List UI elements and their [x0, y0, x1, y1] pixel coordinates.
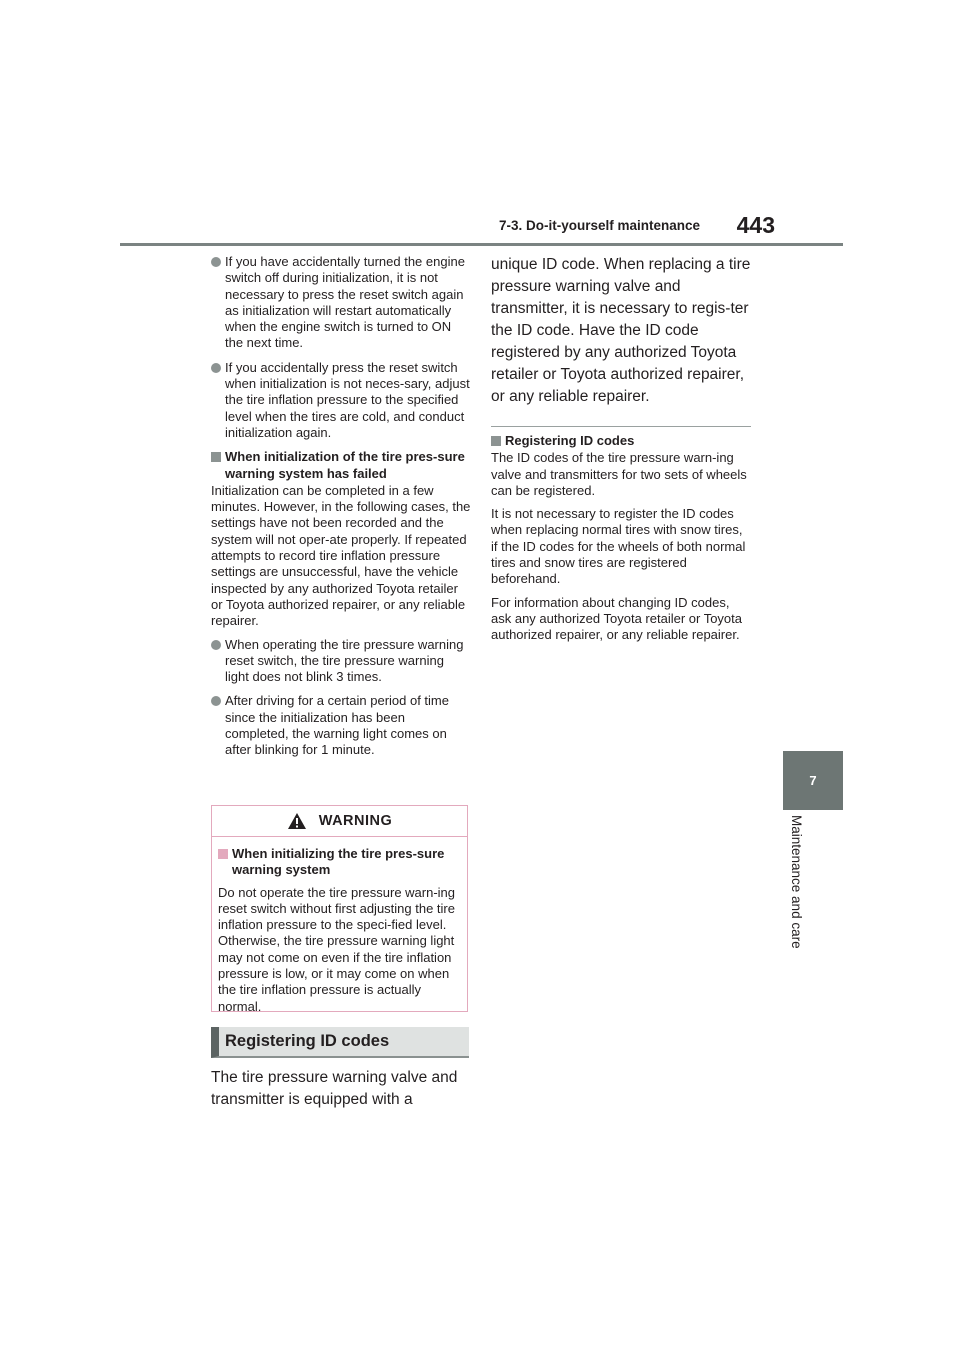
body-paragraph: For information about changing ID codes, ask any authorized Toyota retailer or Toyota authorized repairer, or any reliable repairer.: [491, 594, 742, 643]
square-marker-icon: [491, 436, 501, 446]
running-header-section: 7-3. Do-it-yourself maintenance: [498, 218, 700, 233]
subheading-text: Registering ID codes: [505, 433, 635, 448]
warning-header: [212, 806, 467, 837]
square-marker-icon: [218, 849, 228, 859]
warning-box: [211, 805, 468, 1012]
warning-title: WARNING: [318, 812, 393, 829]
subheading-text: When initialization of the tire pres-sure warning system has failed: [225, 449, 465, 481]
header-rule: [120, 243, 843, 246]
bullet-text: If you have accidentally turned the engine switch off during initialization, it is not necessary to press the reset switch again as initialization will restart automatically when the engine switch is turned to ON the next time.: [225, 254, 465, 351]
square-marker-icon: [211, 452, 221, 462]
section-intro-left: The tire pressure warning valve and transmitter is equipped with a: [211, 1069, 458, 1108]
section-title: Registering ID codes: [211, 1027, 469, 1058]
list-item: [211, 637, 471, 686]
left-column: [211, 254, 471, 767]
warning-triangle-icon: [287, 812, 307, 830]
chapter-tab[interactable]: [783, 751, 843, 810]
warning-body: [212, 837, 467, 1015]
page-number: 443: [736, 212, 775, 238]
list-item: [211, 360, 471, 441]
bullet-icon: [211, 363, 221, 373]
subheading: [491, 433, 751, 449]
chapter-number: 7: [809, 773, 817, 788]
warning-subheading: [218, 846, 461, 879]
list-item: [211, 254, 471, 352]
body-paragraph: It is not necessary to register the ID codes when replacing normal tires with snow tires, if the ID codes for the wheels of both normal tires and snow tires are registered beforehand.: [491, 506, 746, 587]
right-column: [491, 254, 751, 651]
body-paragraph: Initialization can be completed in a few minutes. However, in the following cases, the settings have not been recorded and the system will not oper-ate properly. If repeated attempts to record tire inflation pressure settings are unsuccessful, have the vehicle inspected by any authorized Toyota retailer or Toyota authorized repairer, or any reliable repairer.: [211, 482, 471, 629]
bullet-icon: [211, 257, 221, 267]
chapter-label: Maintenance and care: [789, 815, 804, 949]
bullet-icon: [211, 696, 221, 706]
warning-text: Do not operate the tire pressure warn-ing reset switch without first adjusting the tire inflation pressure to the speci-fied level. Otherwise, the tire pressure warning light may not come on even if the tire inflation pressure is low, or it may come on when the tire inflation pressure is actually normal.: [218, 884, 456, 1014]
bullet-text: When operating the tire pressure warning reset switch, the tire pressure warning light does not blink 3 times.: [225, 636, 464, 685]
bullet-text: After driving for a certain period of time since the initialization has been completed, the warning light comes on after blinking for 1 minute.: [225, 693, 449, 758]
subheading: [211, 449, 471, 482]
warning-subheading-text: When initializing the tire pres-sure warning system: [232, 846, 445, 878]
section-intro-right: unique ID code. When replacing a tire pressure warning valve and transmitter, it is necessary to regis-ter the ID code. Have the ID code registered by any authorized Toyota retailer or Toyota authorized repairer, or any reliable repairer.: [491, 256, 751, 405]
bullet-text: If you accidentally press the reset switch when initialization is not neces-sary, adjust the tire inflation pressure to the specified level when the tires are cold, and conduct initialization again.: [225, 359, 470, 440]
divider: [491, 426, 751, 427]
bullet-icon: [211, 640, 221, 650]
list-item: [211, 693, 471, 758]
body-paragraph: The ID codes of the tire pressure warn-ing valve and transmitters for two sets of wheels can be registered.: [491, 450, 747, 498]
